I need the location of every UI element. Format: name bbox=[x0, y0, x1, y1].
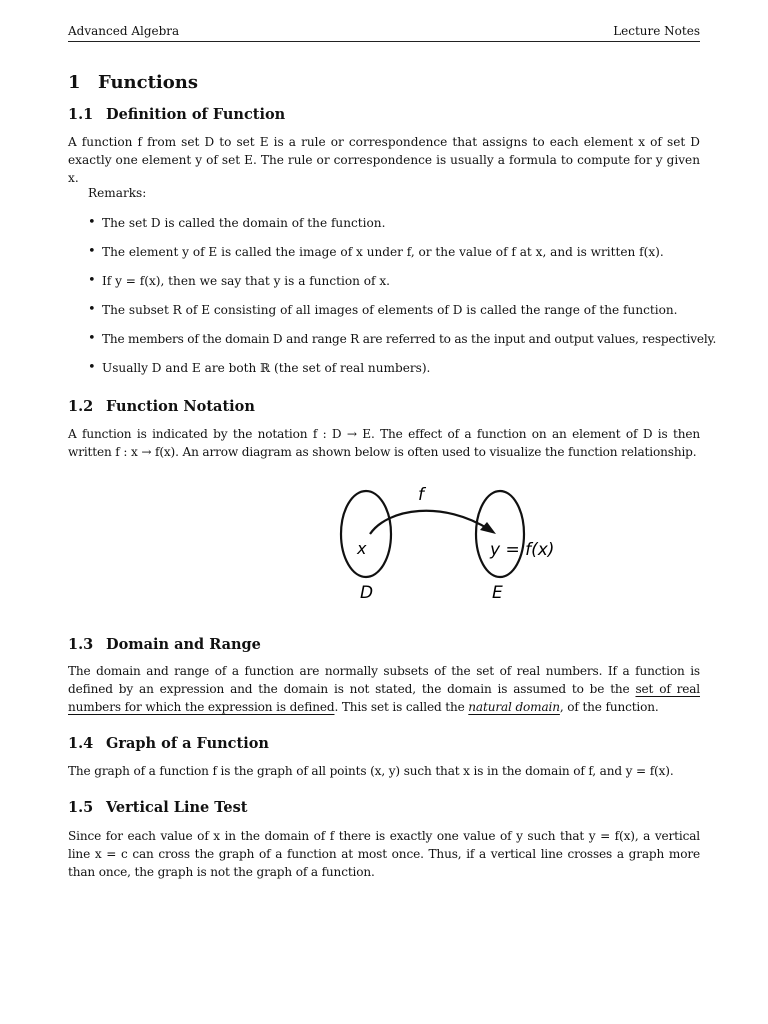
subsection-heading-1-3 bbox=[68, 636, 261, 653]
list-item: • The subset R of E consisting of all images of elements of D is called the range of the function. bbox=[88, 301, 700, 330]
domain-range-paragraph bbox=[68, 662, 700, 716]
domain-element: x bbox=[357, 539, 367, 558]
domain-range-text: . This set is called the bbox=[334, 700, 469, 714]
remarks-list bbox=[88, 214, 717, 388]
subsection-heading-1-5 bbox=[68, 799, 248, 816]
section-number: 1 bbox=[68, 72, 81, 93]
remarks-label: Remarks: bbox=[88, 186, 147, 200]
domain-set-label: D bbox=[360, 583, 374, 603]
subsection-number: 1.1 bbox=[68, 106, 94, 123]
subsection-number: 1.3 bbox=[68, 636, 94, 653]
function-label: f bbox=[418, 485, 424, 505]
running-header bbox=[68, 24, 700, 42]
subsection-number: 1.4 bbox=[68, 735, 94, 752]
subsection-title: Domain and Range bbox=[106, 636, 261, 653]
subsection-title: Definition of Function bbox=[106, 106, 286, 123]
list-item: • If y = f(x), then we say that y is a function of x. bbox=[88, 272, 700, 301]
subsection-heading-1-1 bbox=[68, 106, 285, 123]
subsection-title: Function Notation bbox=[106, 398, 255, 415]
domain-oval bbox=[341, 491, 391, 577]
codomain-set-label: E bbox=[492, 583, 503, 603]
section-heading bbox=[68, 72, 198, 93]
image-element: y = f(x) bbox=[490, 540, 555, 560]
list-item: • The set D is called the domain of the function. bbox=[88, 214, 700, 243]
natural-domain-term: natural domain bbox=[468, 700, 560, 714]
domain-range-text: The domain and range of a function are normally subsets of the set of real numbers. If a function is defined by an expression and the domain is not stated, the domain is assumed to be the bbox=[68, 664, 700, 696]
underlined-phrase: set of real numbers for which the expression is defined bbox=[68, 682, 700, 714]
list-item: • The element y of E is called the image of x under f, or the value of f at x, and is written f(x). bbox=[88, 243, 700, 272]
list-item: • Usually D and E are both ℝ (the set of real numbers). bbox=[88, 359, 700, 388]
list-item: • The members of the domain D and range R are referred to as the input and output values, respectively. bbox=[88, 330, 700, 359]
subsection-title: Graph of a Function bbox=[106, 735, 269, 752]
codomain-oval bbox=[476, 491, 524, 577]
arrow-head-icon bbox=[480, 522, 496, 534]
subsection-title: Vertical Line Test bbox=[106, 799, 248, 816]
vertical-line-test-paragraph: Since for each value of x in the domain of f there is exactly one value of y such that y = f(x), a vertical line x = c can cross the graph of a function at most once. Thus, if a vertical line crosses a graph more than once, the graph is not the graph of a function. bbox=[68, 829, 700, 879]
subsection-number: 1.5 bbox=[68, 799, 94, 816]
definition-paragraph: A function f from set D to set E is a rule or correspondence that assigns to each element x of set D exactly one element y of set E. The rule or correspondence is usually a formula to compute for y given x. bbox=[68, 135, 700, 185]
header-right: Lecture Notes bbox=[613, 24, 700, 38]
arrow-diagram bbox=[268, 478, 555, 608]
header-left: Advanced Algebra bbox=[68, 24, 180, 38]
domain-range-text: , of the function. bbox=[559, 700, 659, 714]
subsection-heading-1-2 bbox=[68, 398, 255, 415]
subsection-number: 1.2 bbox=[68, 398, 94, 415]
section-title: Functions bbox=[98, 72, 198, 93]
graph-paragraph: The graph of a function f is the graph of all points (x, y) such that x is in the domain of f, and y = f(x). bbox=[68, 764, 674, 778]
notation-paragraph: A function is indicated by the notation f : D → E. The effect of a function on an element of D is then written f : x → f(x). An arrow diagram as shown below is often used to visualize the function relationship. bbox=[68, 427, 700, 459]
subsection-heading-1-4 bbox=[68, 735, 269, 752]
